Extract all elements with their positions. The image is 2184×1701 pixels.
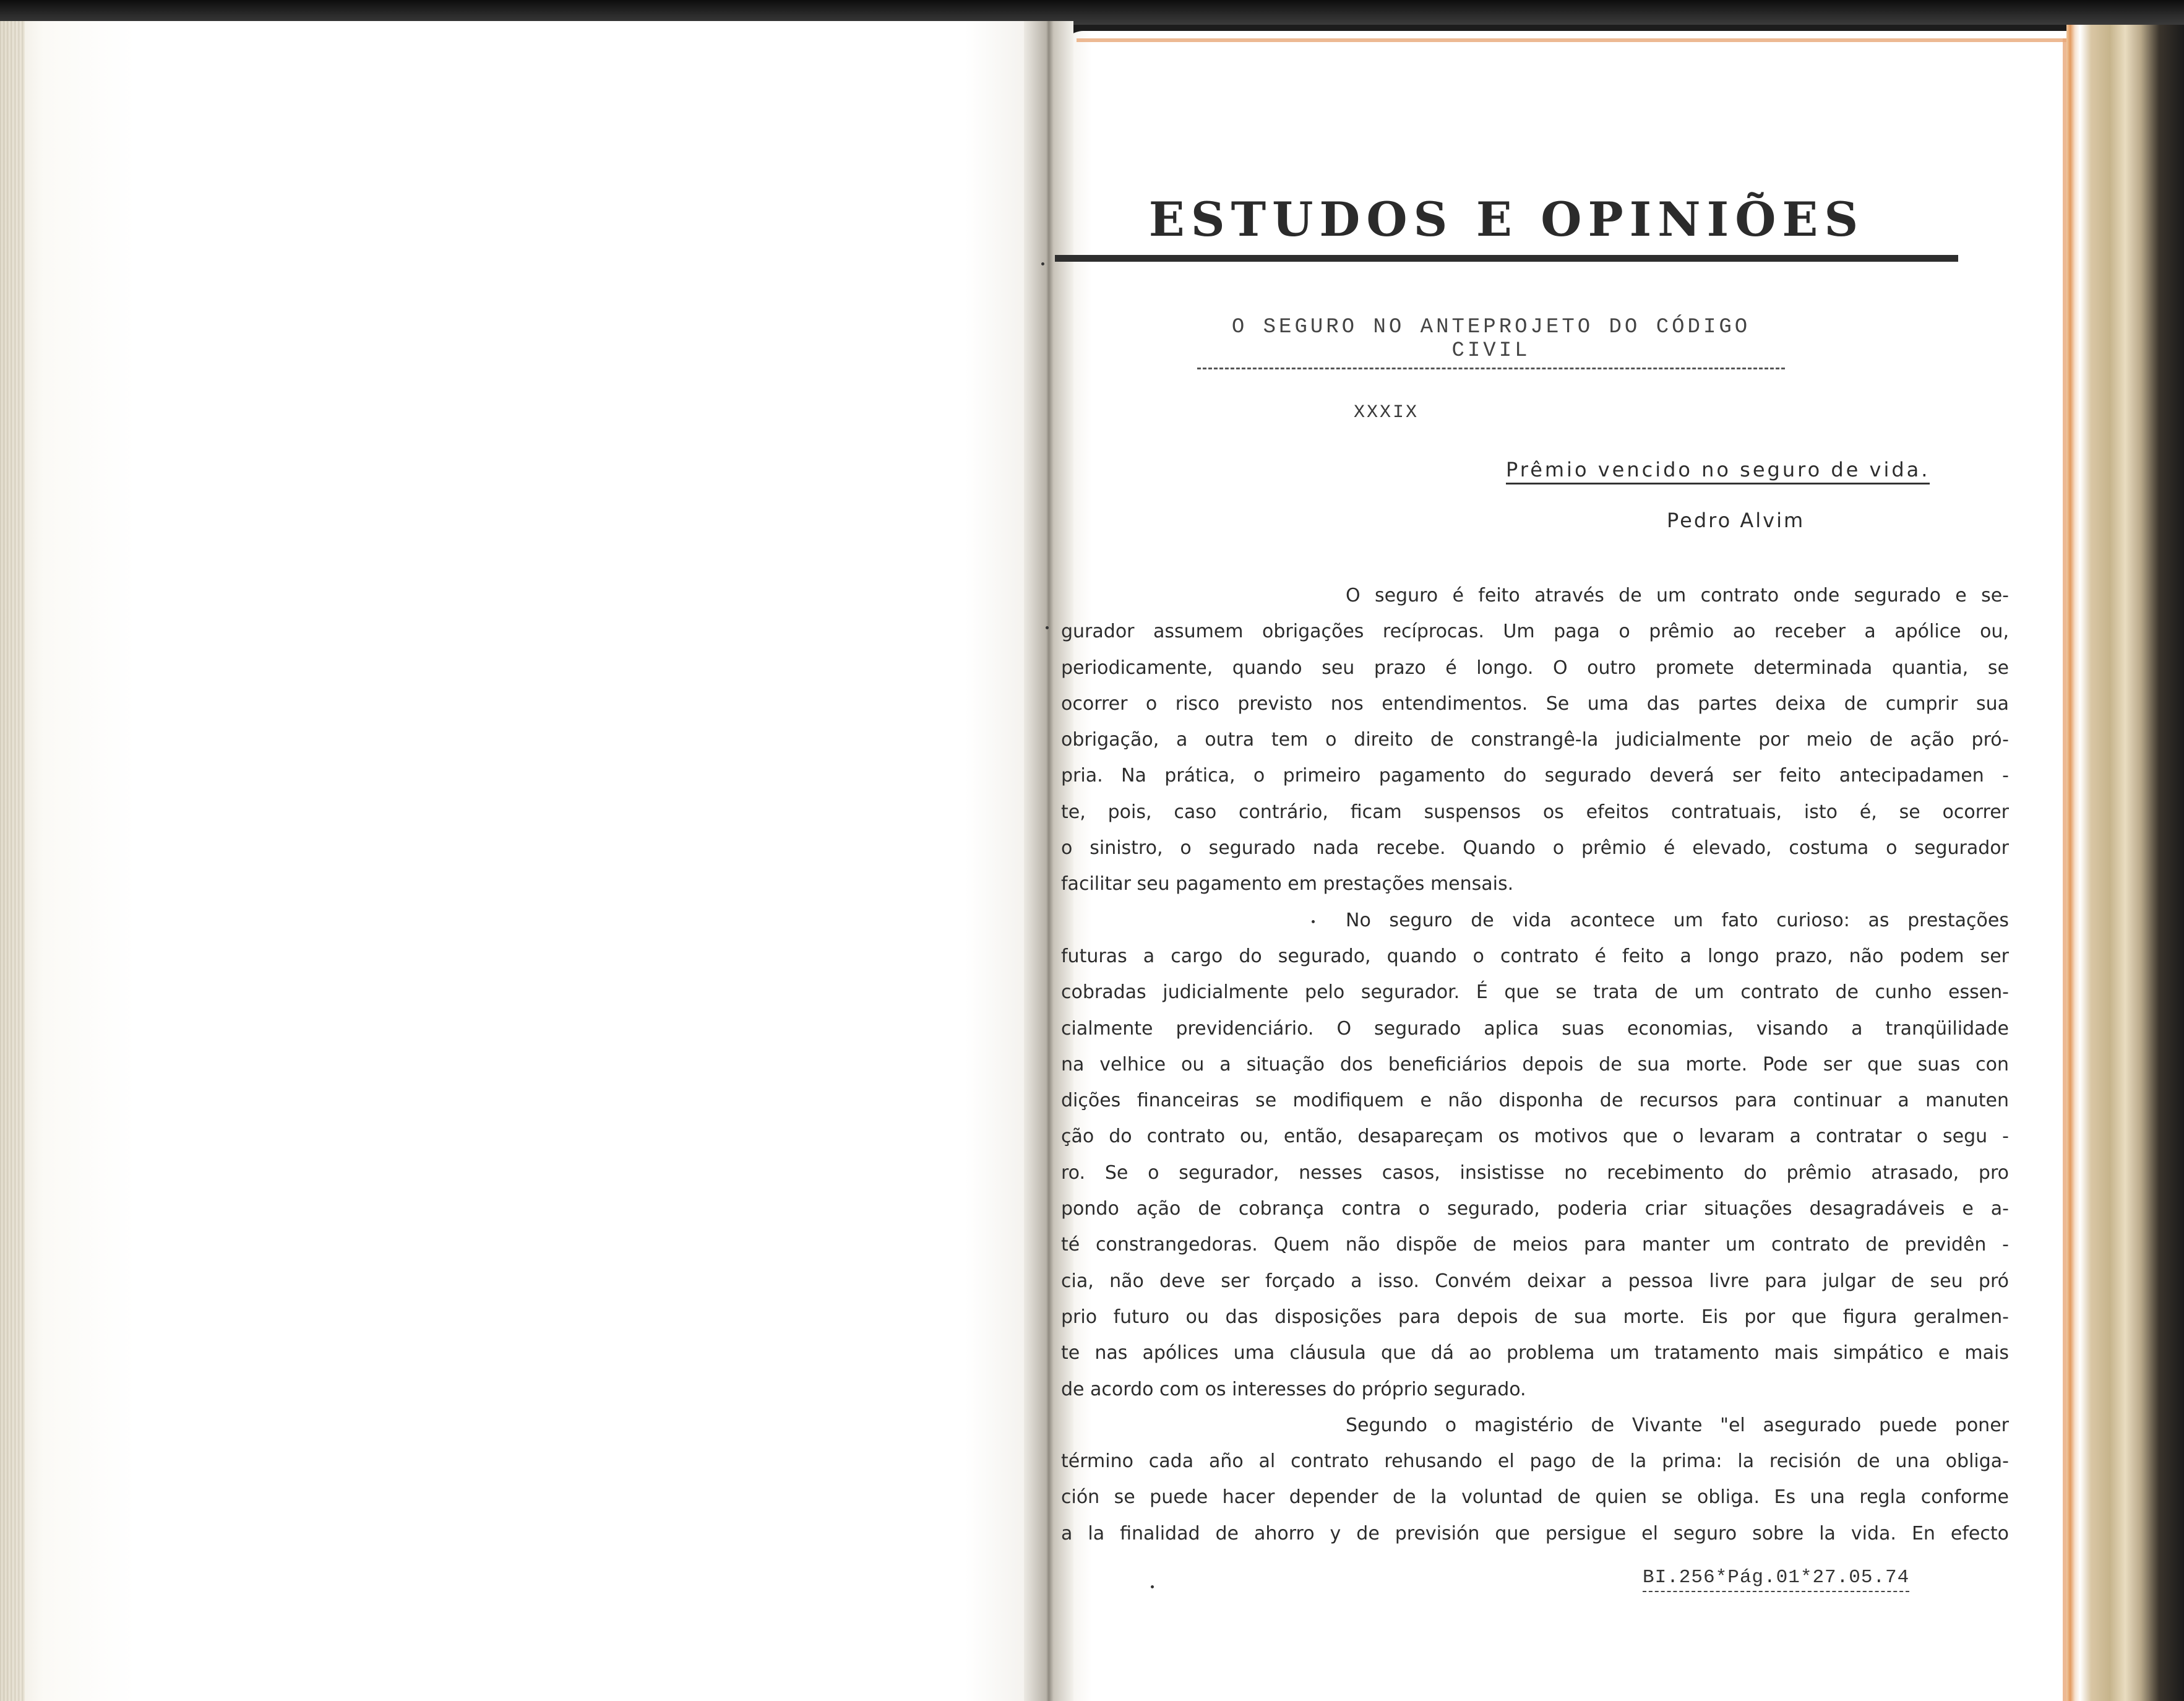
left-page-edges bbox=[0, 21, 25, 1701]
body-line: o sinistro, o segurado nada recebe. Quando o prêmio é elevado, costuma o segurador bbox=[1061, 837, 2009, 859]
body-line: gurador assumem obrigações recíprocas. Um paga o prêmio ao receber a apólice ou, bbox=[1061, 621, 2009, 643]
page-right-border bbox=[2063, 38, 2066, 1701]
body-line: periodicamente, quando seu prazo é longo. O outro promete determinada quantia, se bbox=[1061, 657, 2009, 679]
ink-speck bbox=[1046, 626, 1049, 629]
body-line: a la finalidad de ahorro y de previsión que persigue el seguro sobre la vida. En efecto bbox=[1061, 1522, 2009, 1544]
heading-rule bbox=[1055, 255, 1958, 262]
body-line: te, pois, caso contrário, ficam suspensos os efeitos contratuais, isto é, se ocorrer bbox=[1061, 801, 2009, 823]
right-page-edges bbox=[2066, 25, 2184, 1701]
article-title: Prêmio vencido no seguro de vida. bbox=[1506, 458, 1930, 484]
body-line: Segundo o magistério de Vivante "el asegurado puede poner bbox=[1346, 1414, 2009, 1436]
body-line: pria. Na prática, o primeiro pagamento do segurado deverá ser feito antecipadamen - bbox=[1061, 765, 2009, 787]
body-line: té constrangedoras. Quem não dispõe de meios para manter um contrato de previdên - bbox=[1061, 1234, 2009, 1256]
ink-speck bbox=[1312, 920, 1315, 923]
body-line: na velhice ou a situação dos beneficiários depois de sua morte. Pode ser que suas con bbox=[1061, 1053, 2009, 1075]
body-line: cialmente previdenciário. O segurado aplica suas economias, visando a tranqüilidade bbox=[1061, 1017, 2009, 1040]
body-line: término cada año al contrato rehusando el pago de la prima: la recisión de una obliga- bbox=[1061, 1450, 2009, 1473]
page-top-border bbox=[1077, 38, 2066, 42]
body-line: cobradas judicialmente pelo segurador. É que se trata de um contrato de cunho essen- bbox=[1061, 981, 2009, 1004]
article-series-title: O SEGURO NO ANTEPROJETO DO CÓDIGO CIVIL bbox=[1197, 316, 1785, 369]
article-number: XXXIX bbox=[1354, 402, 1419, 423]
body-line: ção do contrato ou, então, desapareçam os motivos que o levaram a contratar o segu - bbox=[1061, 1126, 2009, 1148]
body-line: O seguro é feito através de um contrato onde segurado e se- bbox=[1346, 585, 2009, 606]
ink-speck bbox=[1151, 1585, 1154, 1588]
body-line: cia, não deve ser forçado a isso. Convém deixar a pessoa livre para julgar de seu pró bbox=[1061, 1270, 2009, 1292]
body-line: de acordo com os interesses do próprio segurado. bbox=[1061, 1378, 1526, 1400]
body-line: prio futuro ou das disposições para depois de sua morte. Eis por que figura geralmen- bbox=[1061, 1306, 2009, 1328]
body-line: te nas apólices uma cláusula que dá ao problema um tratamento mais simpático e mais bbox=[1061, 1342, 2009, 1364]
body-line: dições financeiras se modifiquem e não disponha de recursos para continuar a manuten bbox=[1061, 1090, 2009, 1112]
body-line: No seguro de vida acontece um fato curioso: as prestações bbox=[1346, 909, 2009, 931]
body-line: obrigação, a outra tem o direito de constrangê-la judicialmente por meio de ação pró- bbox=[1061, 729, 2009, 751]
body-line: futuras a cargo do segurado, quando o contrato é feito a longo prazo, não podem ser bbox=[1061, 945, 2009, 967]
body-line: facilitar seu pagamento em prestações mensais. bbox=[1061, 873, 1514, 895]
section-heading: ESTUDOS E OPINIÕES bbox=[1148, 192, 1865, 247]
body-line: ción se puede hacer depender de la voluntad de quien se obliga. Es una regla conforme bbox=[1061, 1486, 2009, 1509]
author-name: Pedro Alvim bbox=[1667, 509, 1805, 532]
left-blank-page bbox=[0, 21, 1058, 1701]
page-footer-reference: BI.256*Pág.01*27.05.74 bbox=[1643, 1567, 1909, 1592]
article-body bbox=[1061, 578, 2009, 1552]
body-line: pondo ação de cobrança contra o segurado, poderia criar situações desagradáveis e a- bbox=[1061, 1198, 2009, 1220]
body-line: ro. Se o segurador, nesses casos, insistisse no recebimento do prêmio atrasado, pro bbox=[1061, 1161, 2009, 1184]
body-line: ocorrer o risco previsto nos entendimentos. Se uma das partes deixa de cumprir sua bbox=[1061, 692, 2009, 715]
ink-speck bbox=[1041, 262, 1044, 265]
